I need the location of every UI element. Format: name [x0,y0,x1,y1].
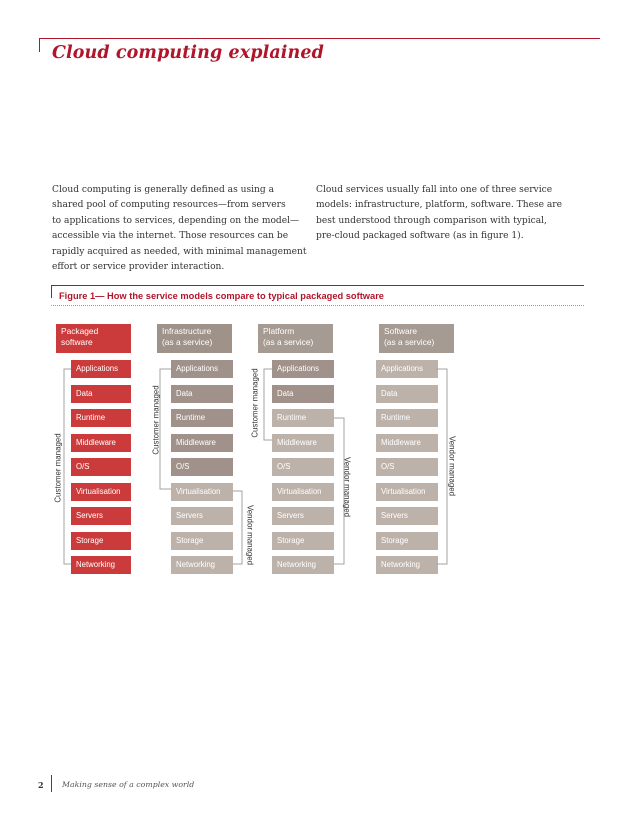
bracket-iaas-customer [160,369,171,489]
bracket-paas-customer [264,369,272,440]
packaged-layer-virtualisation: Virtualisation [71,483,131,501]
header-line: Platform [263,326,295,336]
saas-layer-virtualisation: Virtualisation [376,483,438,501]
iaas-layer-os: O/S [171,458,233,476]
figure-title: Figure 1— How the service models compare to typical packaged software [59,291,384,301]
text-line: accessible via the internet. Those resources can be [52,231,289,242]
page-title: Cloud computing explained [52,43,324,63]
label-packaged-customer-managed: Customer managed [53,433,63,503]
packaged-layer-os: O/S [71,458,131,476]
packaged-layer-servers: Servers [71,507,131,525]
label-paas-vendor-managed: Vendor managed [342,456,352,518]
paas-layer-servers: Servers [272,507,334,525]
page-number: 2 [38,780,44,790]
packaged-layer-storage: Storage [71,532,131,550]
iaas-layer-servers: Servers [171,507,233,525]
footer-divider [51,775,52,792]
saas-layer-storage: Storage [376,532,438,550]
paas-layer-applications: Applications [272,360,334,378]
header-line: (as a service) [384,337,435,347]
text-line: pre-cloud packaged software (as in figure 1). [316,231,524,242]
header-line: Packaged [61,326,99,336]
packaged-layer-data: Data [71,385,131,403]
iaas-layer-middleware: Middleware [171,434,233,452]
label-paas-customer-managed: Customer managed [250,368,260,438]
iaas-layer-networking: Networking [171,556,233,574]
text-line: to applications to services, depending on the model— [52,215,300,226]
bracket-saas-vendor [436,369,447,564]
saas-layer-middleware: Middleware [376,434,438,452]
iaas-layer-runtime: Runtime [171,409,233,427]
paas-layer-data: Data [272,385,334,403]
saas-layer-runtime: Runtime [376,409,438,427]
saas-layer-applications: Applications [376,360,438,378]
paas-layer-middleware: Middleware [272,434,334,452]
header-line: software [61,337,93,347]
text-line: Cloud services usually fall into one of three service [316,185,553,195]
saas-layer-networking: Networking [376,556,438,574]
packaged-layer-applications: Applications [71,360,131,378]
paas-layer-storage: Storage [272,532,334,550]
text-line: effort or service provider interaction. [52,262,225,273]
bracket-packaged-customer [64,369,71,564]
iaas-layer-applications: Applications [171,360,233,378]
text-line: best understood through comparison with typical, [316,215,547,226]
label-iaas-vendor-managed: Vendor managed [245,504,255,566]
packaged-layer-networking: Networking [71,556,131,574]
iaas-layer-data: Data [171,385,233,403]
header-line: Infrastructure [162,326,212,336]
iaas-layer-storage: Storage [171,532,233,550]
paas-layer-os: O/S [272,458,334,476]
text-line: Cloud computing is generally defined as using a [52,185,275,195]
saas-layer-servers: Servers [376,507,438,525]
paas-layer-networking: Networking [272,556,334,574]
label-iaas-customer-managed: Customer managed [151,385,161,455]
label-saas-vendor-managed: Vendor managed [447,435,457,497]
header-line: (as a service) [162,337,213,347]
footer-text: Making sense of a complex world [62,780,195,789]
text-line: rapidly acquired as needed, with minimal management [52,246,307,257]
packaged-layer-middleware: Middleware [71,434,131,452]
packaged-layer-runtime: Runtime [71,409,131,427]
text-line: models: infrastructure, platform, software. These are [316,200,563,211]
header-line: Software [384,326,418,336]
text-line: shared pool of computing resources—from servers [52,200,286,211]
paas-layer-virtualisation: Virtualisation [272,483,334,501]
header-line: (as a service) [263,337,314,347]
saas-layer-data: Data [376,385,438,403]
paas-layer-runtime: Runtime [272,409,334,427]
bracket-iaas-vendor [233,491,242,564]
iaas-layer-virtualisation: Virtualisation [171,483,233,501]
saas-layer-os: O/S [376,458,438,476]
